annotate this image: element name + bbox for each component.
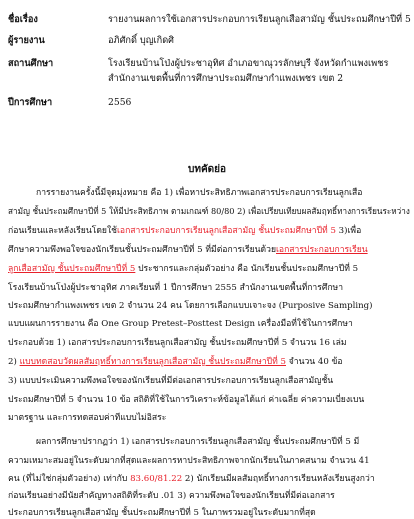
topic-label: ชื่อเรื่อง [8,14,38,25]
abstract-line: ก่อนเรียนอย่างมีนัยสำคัญทางสถิติที่ระดับ .01 3) ความพึงพอใจของนักเรียนที่มีต่อเอกสาร [8,491,335,501]
highlighted-title: เอกสารประกอบการเรียน [276,245,368,255]
abstract-line: การรายงานครั้งนี้มีจุดมุ่งหมาย คือ 1) เพื่อหาประสิทธิภาพเอกสารประกอบการเรียนลูกเสือ [36,188,363,198]
highlighted-title: เอกสารประกอบการเรียนลูกเสือสามัญ ชั้นประถมศึกษาปีที่ 5 [116,226,336,236]
reporter-label: ผู้รายงาน [8,35,45,46]
abstract-text: คน (ที่ไม่ใช่กลุ่มตัวอย่าง) เท่ากับ [8,474,131,484]
abstract-text: 3)เพื่อ [335,226,362,236]
reporter-value: อภิศักดิ์ บุญเกิดศิ [108,35,175,46]
abstract-text: ศึกษาความพึงพอใจของนักเรียนชั้นประถมศึกษาปีที่ 5 ที่มีต่อการเรียนด้วย [8,245,276,255]
year-label: ปีการศึกษา [8,97,53,108]
meta-school [8,57,408,89]
school-value-line-1: โรงเรียนบ้านโป่งผู้ประชาอุทิศ อำเภอขาณุวรลักษบุรี จังหวัดกำแพงเพชร [108,58,389,69]
abstract-line: สามัญ ชั้นประถมศึกษาปีที่ 5 ให้มีประสิทธิภาพ ตามเกณฑ์ 80/80 2) เพื่อเปรียบเทียบผลสัมฤทธิ์ทางการเรียนระหว่าง [8,207,410,217]
abstract-line [8,244,368,256]
abstract-line: แบบแผนการรายงาน คือ One Group Pretest–Posttest Design เครื่องมือที่ใช้ในการศึกษา [8,319,353,329]
highlighted-title: แบบทดสอบวัดผลสัมฤทธิ์ทางการเรียนลูกเสือสามัญ ชั้นประถมศึกษาปีที่ 5 [19,357,286,367]
abstract-line: ประกอบด้วย 1) เอกสารประกอบการเรียนลูกเสือสามัญ ชั้นประถมศึกษาปีที่ 5 จำนวน 16 เล่ม [8,338,347,348]
abstract-line: ประกอบการเรียนลูกเสือสามัญ ชั้นประถมศึกษาปีที่ 5 ในภาพรวมอยู่ในระดับมากที่สุด [8,508,316,518]
abstract-line: 3) แบบประเมินความพึงพอใจของนักเรียนที่มีต่อเอกสารประกอบการเรียนลูกเสือสามัญชั้น [8,376,334,386]
abstract-line [8,356,343,368]
abstract-line: ประถมศึกษากำแพงเพชร เขต 2 จำนวน 24 คน โดยการเลือกแบบเจาะจง (Purposive Sampling) [8,301,373,311]
abstract-line: ประถมศึกษาปีที่ 5 จำนวน 10 ข้อ สถิติที่ใช้ในการวิเคราะห์ข้อมูลได้แก่ ค่าเฉลี่ย ค่าความเบี่ยงเบน [8,395,365,405]
abstract-line [8,473,375,485]
abstract-heading: บทคัดย่อ [188,164,226,175]
efficiency-value: 83.60/81.22 [130,474,183,484]
abstract-text: 2) [8,357,20,367]
abstract-line: ความเหมาะสมอยู่ในระดับมากที่สุดและผลการหาประสิทธิภาพจากนักเรียนในภาคสนาม จำนวน 41 [8,456,370,466]
abstract-text: ประชากรและกลุ่มตัวอย่าง คือ นักเรียนชั้นประถมศึกษาปีที่ 5 [135,264,359,274]
highlighted-title: ลูกเสือสามัญ ชั้นประถมศึกษาปีที่ 5 [8,264,136,274]
abstract-line: โรงเรียนบ้านโป่งผู้ประชาอุทิศ ภาคเรียนที่ 1 ปีการศึกษา 2555 สำนักงานเขตพื้นที่การศึกษา [8,283,344,293]
abstract-line: มาตรฐาน และการทดสอบค่าทีแบบไม่อิสระ [8,413,167,423]
abstract-line [8,225,361,237]
school-value-line-2: สำนักงานเขตพื้นที่การศึกษาประถมศึกษากำแพงเพชร เขต 2 [108,73,344,84]
abstract-line [8,263,358,275]
abstract-line: ผลการศึกษาปรากฏว่า 1) เอกสารประกอบการเรียนลูกเสือสามัญ ชั้นประถมศึกษาปีที่ 5 มี [36,437,360,447]
abstract-text: ก่อนเรียนและหลังเรียนโดยใช้ [8,226,117,236]
abstract-text: 2) นักเรียนมีผลสัมฤทธิ์ทางการเรียนหลังเรียนสูงกว่า [182,474,375,484]
topic-value: รายงานผลการใช้เอกสารประกอบการเรียนลูกเสือสามัญ ชั้นประถมศึกษาปีที่ 5 [108,14,411,25]
year-value: 2556 [108,97,132,108]
abstract-text: จำนวน 40 ข้อ [285,357,343,367]
school-label: สถานศึกษา [8,58,54,69]
